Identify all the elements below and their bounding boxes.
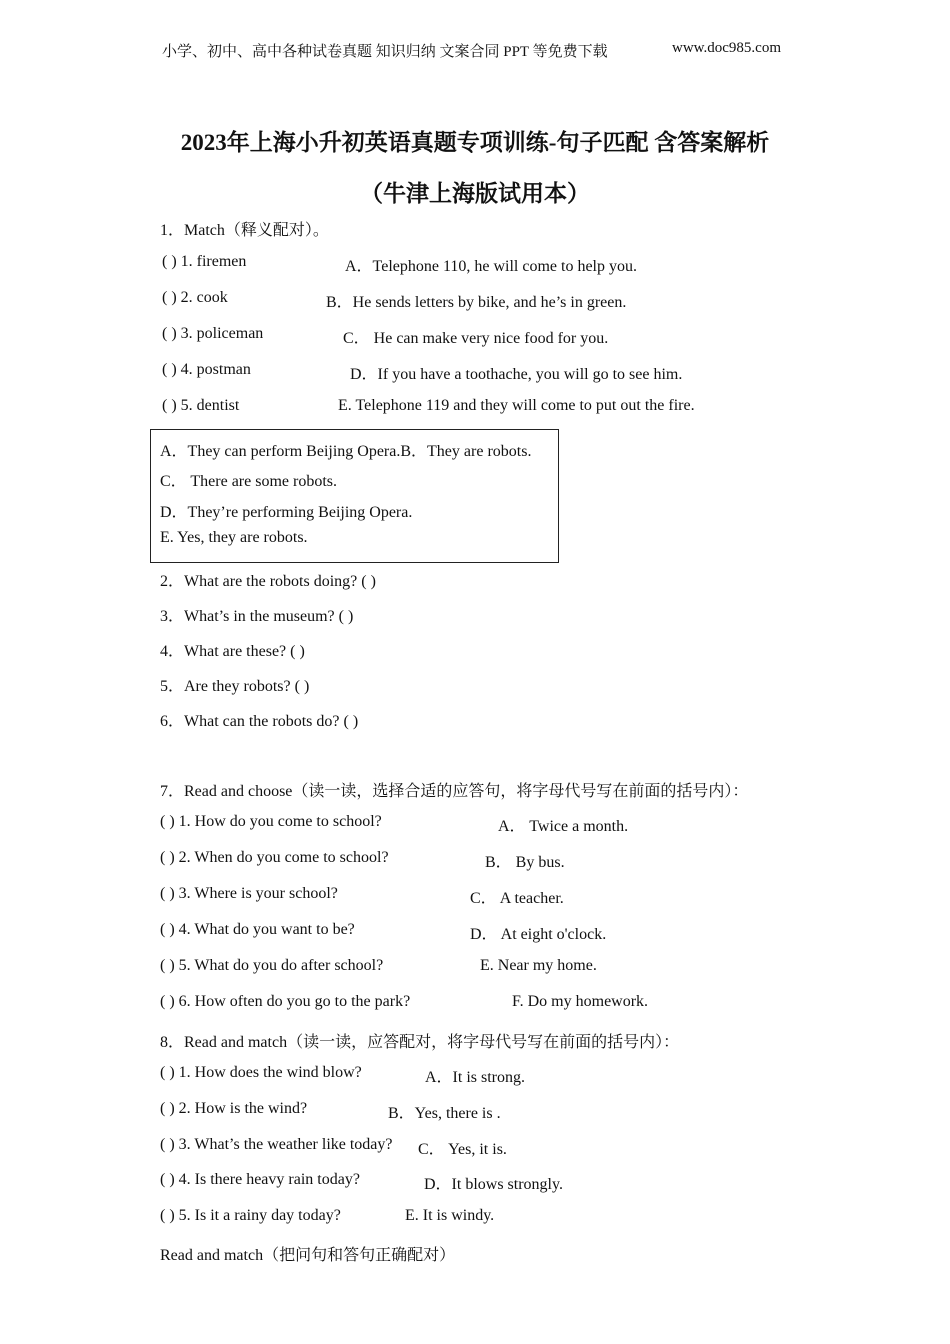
q1-answer: D．If you have a toothache, you will go to see him. — [350, 366, 683, 383]
question-3: 3．What’s in the museum? ( ) — [160, 608, 354, 625]
q8-question: ( ) 4. Is there heavy rain today? — [160, 1171, 360, 1188]
question-5: 5．Are they robots? ( ) — [160, 678, 310, 695]
option-line: D．They’re performing Beijing Opera. — [160, 504, 413, 521]
q7-question: ( ) 3. Where is your school? — [160, 885, 338, 902]
q1-question: ( ) 1. firemen — [162, 253, 247, 270]
option-line: E. Yes, they are robots. — [160, 529, 308, 546]
q1-answer: E. Telephone 119 and they will come to put out the fire. — [338, 397, 695, 414]
q7-answer: E. Near my home. — [480, 957, 597, 974]
q7-question: ( ) 4. What do you want to be? — [160, 921, 355, 938]
q1-answer: B．He sends letters by bike, and he’s in green. — [326, 294, 627, 311]
q1-question: ( ) 2. cook — [162, 289, 228, 306]
q8-question: ( ) 3. What’s the weather like today? — [160, 1136, 393, 1153]
header-left-text: 小学、初中、高中各种试卷真题 知识归纳 文案合同 PPT 等免费下载 — [162, 44, 608, 60]
q8-answer: E. It is windy. — [405, 1207, 495, 1224]
q7-answer: B． By bus. — [485, 854, 565, 871]
section-heading: Read and match（把问句和答句正确配对） — [160, 1247, 456, 1264]
q1-question: ( ) 4. postman — [162, 361, 251, 378]
q8-question: ( ) 1. How does the wind blow? — [160, 1064, 362, 1081]
q8-question: ( ) 2. How is the wind? — [160, 1100, 308, 1117]
q7-question: ( ) 5. What do you do after school? — [160, 957, 384, 974]
q8-heading: 8．Read and match（读一读，应答配对，将字母代号写在前面的括号内）： — [160, 1034, 680, 1051]
option-line: C． There are some robots. — [160, 473, 337, 490]
q7-answer: A． Twice a month. — [498, 818, 629, 835]
q1-question: ( ) 5. dentist — [162, 397, 240, 414]
q7-answer: C． A teacher. — [470, 890, 564, 907]
page-title: 2023年上海小升初英语真题专项训练-句子匹配 含答案解析 — [180, 130, 770, 155]
q8-answer: C． Yes, it is. — [418, 1141, 507, 1158]
q1-answer: C． He can make very nice food for you. — [343, 330, 609, 347]
q7-answer: D． At eight o'clock. — [470, 926, 607, 943]
q8-answer: A．It is strong. — [425, 1069, 526, 1086]
question-2: 2．What are the robots doing? ( ) — [160, 573, 376, 590]
q7-question: ( ) 1. How do you come to school? — [160, 813, 382, 830]
page-subtitle: （牛津上海版试用本） — [360, 181, 590, 206]
question-4: 4．What are these? ( ) — [160, 643, 305, 660]
question-6: 6．What can the robots do? ( ) — [160, 713, 359, 730]
option-line: A．They can perform Beijing Opera.B．They are robots. — [160, 443, 532, 460]
q7-question: ( ) 6. How often do you go to the park? — [160, 993, 411, 1010]
q7-heading: 7．Read and choose（读一读，选择合适的应答句，将字母代号写在前面的括号内）： — [160, 783, 749, 800]
q8-answer: D．It blows strongly. — [424, 1176, 563, 1193]
q8-question: ( ) 5. Is it a rainy day today? — [160, 1207, 341, 1224]
q7-answer: F. Do my homework. — [512, 993, 649, 1010]
q7-question: ( ) 2. When do you come to school? — [160, 849, 389, 866]
q1-heading: 1．Match（释义配对）。 — [160, 222, 329, 239]
q8-answer: B．Yes, there is . — [388, 1105, 501, 1122]
q1-answer: A．Telephone 110, he will come to help you. — [345, 258, 638, 275]
header-site-link[interactable]: www.doc985.com — [672, 40, 782, 56]
q1-question: ( ) 3. policeman — [162, 325, 264, 342]
